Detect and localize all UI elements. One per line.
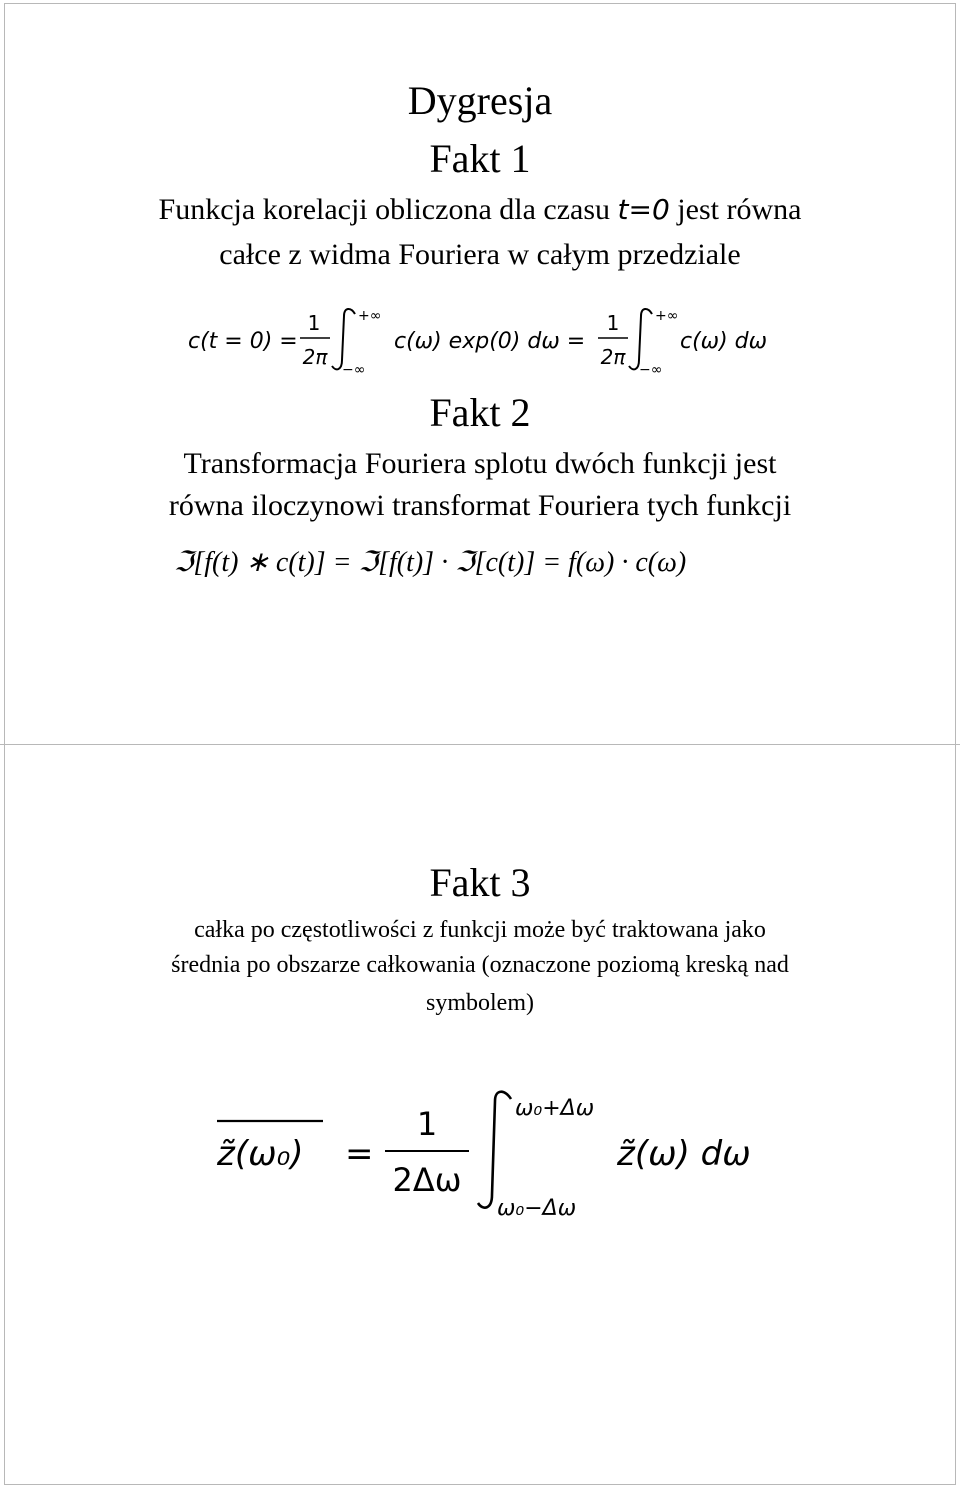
fact3-text-line2: średnia po obszarze całkowania (oznaczone poziomą kreską nad: [171, 952, 789, 978]
fact2-formula: ℑ[f(t) ∗ c(t)] = ℑ[f(t)] · ℑ[c(t)] = f(ω) · c(ω): [173, 547, 687, 578]
fact1-formula-upper2: +∞: [655, 308, 679, 324]
fact2-text-line1: Transformacja Fouriera splotu dwóch funkcji jest: [183, 447, 777, 480]
fact3-heading: Fakt 3: [429, 860, 531, 905]
fact1-formula-integrand1: c(ω) exp(0) dω =: [394, 329, 586, 354]
fact3-text-line1: całka po częstotliwości z funkcji może być traktowana jako: [194, 917, 766, 943]
fact3-text-line3: symbolem): [426, 990, 534, 1016]
fact1-formula-lhs: c(t = 0) =: [188, 329, 298, 354]
fact3-formula-equals: =: [345, 1134, 374, 1174]
fact3-integral-sign: [478, 1092, 511, 1208]
fact2-text-line2: równa iloczynowi transformat Fouriera tych funkcji: [168, 489, 792, 522]
fact1-heading: Fakt 1: [429, 136, 531, 181]
fact1-integral-sign2: [629, 309, 652, 369]
fact2-heading: Fakt 2: [429, 390, 531, 435]
fact1-formula: [180, 300, 780, 380]
fact1-formula-upper1: +∞: [358, 308, 382, 324]
fact1-formula-den2: 2π: [600, 345, 626, 369]
fact1-text-line2: całce z widma Fouriera w całym przedziale: [219, 238, 741, 271]
fact1-text-line1: Funkcja korelacji obliczona dla czasu t=0 jest równa: [158, 193, 802, 226]
slide-title: Dygresja: [407, 78, 553, 123]
fact1-formula-lower1: −∞: [342, 362, 366, 378]
fact3-formula-integrand: z̃(ω) dω: [617, 1134, 751, 1174]
fact3-formula-lhs: z̃(ω₀): [217, 1134, 304, 1174]
fact1-formula-integrand2: c(ω) dω: [680, 329, 768, 354]
fact3-formula-lower: ω₀−Δω: [497, 1196, 577, 1221]
fact1-formula-den1: 2π: [302, 345, 328, 369]
fact3-formula: [205, 1085, 785, 1225]
fact3-formula-den: 2Δω: [392, 1161, 462, 1199]
fact1-formula-lower2: −∞: [639, 362, 663, 378]
fact1-formula-num2: 1: [606, 311, 620, 335]
fact3-formula-upper: ω₀+Δω: [515, 1096, 595, 1121]
fact3-formula-num: 1: [416, 1105, 438, 1143]
fact1-formula-num1: 1: [307, 311, 321, 335]
fact1-integral-sign1: [332, 309, 355, 369]
slide-divider: [0, 744, 960, 745]
